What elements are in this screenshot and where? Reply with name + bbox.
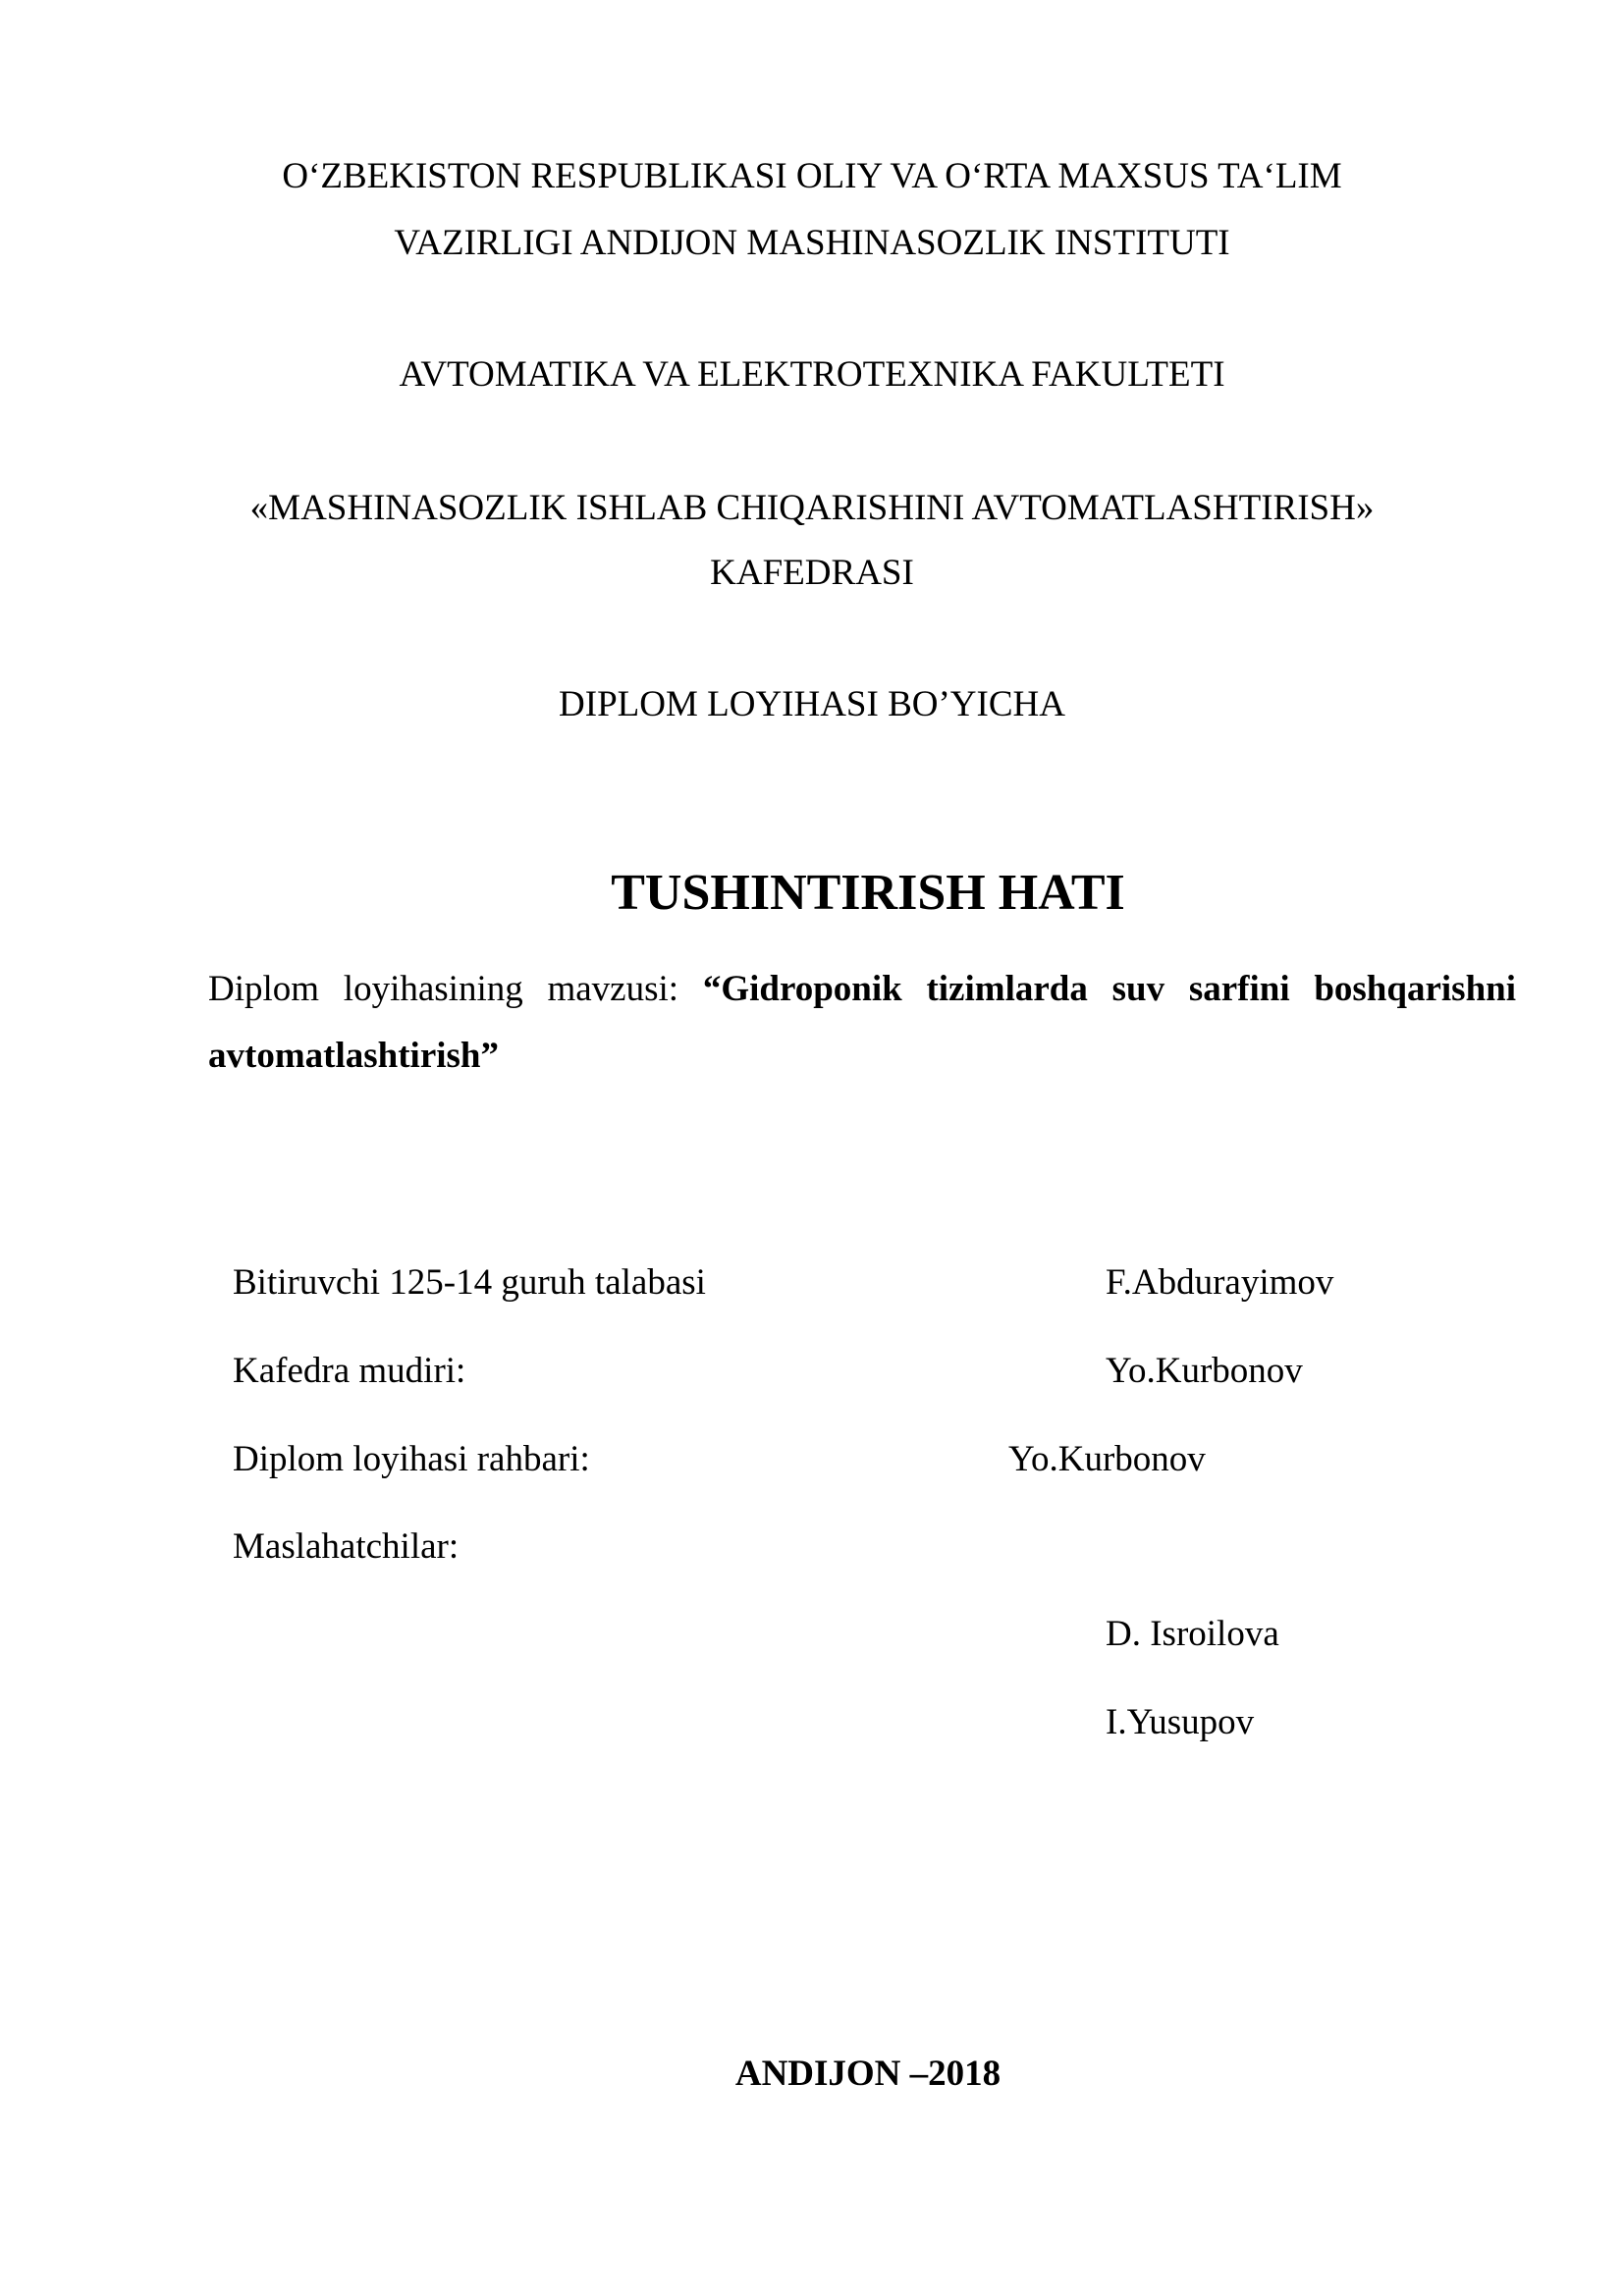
place-and-year: ANDIJON –2018 xyxy=(734,2054,1001,2094)
topic-value: “Gidroponik tizimlarda suv sarfini boshqarishni avtomatlashtirish” xyxy=(208,969,1517,1076)
department-line-1: «MASHINASOZLIK ISHLAB CHIQARISHINI AVTOMATLASHTIRISH» xyxy=(249,488,1375,528)
topic-paragraph xyxy=(208,956,1516,1090)
document-title: TUSHINTIRISH HATI xyxy=(611,865,1125,921)
faculty-name: AVTOMATIKA VA ELEKTROTEXNIKA FAKULTETI xyxy=(399,354,1225,395)
student-label: Bitiruvchi 125-14 guruh talabasi xyxy=(233,1262,706,1303)
department-line-2: KAFEDRASI xyxy=(710,553,914,593)
topic-label: Diplom loyihasining mavzusi: xyxy=(208,969,679,1009)
supervisor-label: Diplom loyihasi rahbari: xyxy=(233,1439,590,1479)
student-name: F.Abdurayimov xyxy=(1106,1262,1334,1303)
document-subtitle: DIPLOM LOYIHASI BO’YICHA xyxy=(559,684,1065,724)
consultant-name: I.Yusupov xyxy=(1106,1702,1255,1742)
consultant-name: D. Isroilova xyxy=(1106,1614,1279,1654)
supervisor-name: Yo.Kurbonov xyxy=(1008,1439,1206,1479)
head-label: Kafedra mudiri: xyxy=(233,1351,466,1391)
head-name: Yo.Kurbonov xyxy=(1106,1351,1303,1391)
ministry-line-1: O‘ZBEKISTON RESPUBLIKASI OLIY VA O‘RTA MAXSUS TA‘LIM xyxy=(282,156,1342,196)
ministry-line-2: VAZIRLIGI ANDIJON MASHINASOZLIK INSTITUTI xyxy=(394,223,1230,263)
consultants-label: Maslahatchilar: xyxy=(233,1526,460,1567)
